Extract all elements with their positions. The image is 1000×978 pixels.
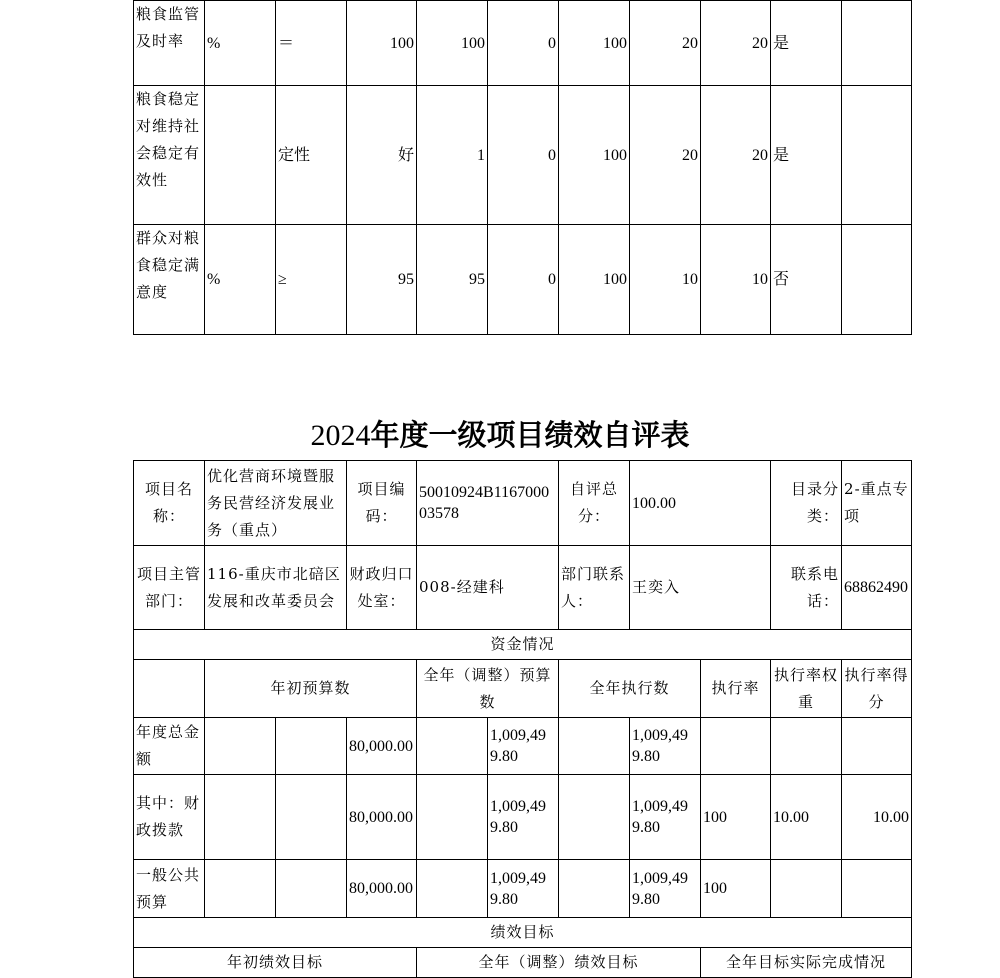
indicator-weight: 20 — [630, 86, 701, 225]
indicator-target: 95 — [347, 225, 417, 335]
category-label: 目录分类： — [771, 461, 842, 546]
indicator-remark — [842, 86, 912, 225]
funds-executed: 1,009,499.80 — [630, 860, 701, 918]
category-value: 2-重点专项 — [842, 461, 912, 546]
contact-label: 部门联系人： — [559, 546, 630, 630]
funds-header-blank — [134, 660, 205, 718]
perf-section-title: 绩效目标 — [134, 918, 912, 948]
indicator-flag: 否 — [771, 225, 842, 335]
blank-cell — [276, 860, 347, 918]
funds-row-label: 其中：财政拨款 — [134, 775, 205, 860]
funds-rate: 100 — [701, 775, 771, 860]
blank-cell — [417, 775, 488, 860]
blank-cell — [205, 860, 276, 918]
blank-cell — [205, 718, 276, 775]
funds-weight — [771, 718, 842, 775]
blank-cell — [205, 775, 276, 860]
funds-score: 10.00 — [842, 775, 912, 860]
perf-header-initial: 年初绩效目标 — [134, 948, 417, 978]
indicator-flag: 是 — [771, 1, 842, 86]
perf-header-adjusted: 全年（调整）绩效目标 — [417, 948, 701, 978]
project-code-label: 项目编码： — [347, 461, 417, 546]
funds-executed: 1,009,499.80 — [630, 775, 701, 860]
indicator-col6: 0 — [488, 86, 559, 225]
indicator-name: 粮食稳定对维持社会稳定有效性 — [134, 86, 205, 225]
perf-section-row — [134, 918, 912, 948]
blank-cell — [417, 860, 488, 918]
self-score-value: 100.00 — [630, 461, 771, 546]
title-text: 年度一级项目绩效自评表 — [370, 418, 690, 452]
project-code-value: 50010924B116700003578 — [417, 461, 559, 546]
contact-value: 王奕入 — [630, 546, 771, 630]
indicator-actual: 95 — [417, 225, 488, 335]
info-row — [134, 461, 912, 546]
info-row — [134, 546, 912, 630]
funds-header-row — [134, 660, 912, 718]
funds-adjusted: 1,009,499.80 — [488, 775, 559, 860]
funds-header-score: 执行率得分 — [842, 660, 912, 718]
funds-section-title: 资金情况 — [134, 630, 912, 660]
indicator-score: 20 — [701, 86, 771, 225]
indicator-target: 好 — [347, 86, 417, 225]
funds-row-label: 年度总金额 — [134, 718, 205, 775]
indicator-actual: 100 — [417, 1, 488, 86]
self-score-label: 自评总分： — [559, 461, 630, 546]
funds-score — [842, 860, 912, 918]
evaluation-table — [133, 460, 912, 978]
funds-section-row — [134, 630, 912, 660]
funds-score — [842, 718, 912, 775]
page-title — [0, 410, 1000, 461]
perf-header-row — [134, 948, 912, 978]
indicator-name: 粮食监管及时率 — [134, 1, 205, 86]
indicator-weight: 20 — [630, 1, 701, 86]
perf-header-actual: 全年目标实际完成情况 — [701, 948, 912, 978]
funds-header-adjusted: 全年（调整）预算数 — [417, 660, 559, 718]
blank-cell — [559, 860, 630, 918]
funds-initial: 80,000.00 — [347, 775, 417, 860]
indicator-actual: 1 — [417, 86, 488, 225]
funds-header-executed: 全年执行数 — [559, 660, 701, 718]
table-row — [134, 860, 912, 918]
indicator-remark — [842, 1, 912, 86]
phone-label: 联系电话： — [771, 546, 842, 630]
blank-cell — [276, 718, 347, 775]
dept-value: 116-重庆市北碚区发展和改革委员会 — [205, 546, 347, 630]
table-row — [134, 86, 912, 225]
funds-header-initial: 年初预算数 — [205, 660, 417, 718]
indicator-flag: 是 — [771, 86, 842, 225]
indicator-col6: 0 — [488, 225, 559, 335]
blank-cell — [417, 718, 488, 775]
project-name-label: 项目名称： — [134, 461, 205, 546]
table-row — [134, 225, 912, 335]
indicator-unit — [205, 86, 276, 225]
blank-cell — [276, 775, 347, 860]
blank-cell — [559, 775, 630, 860]
funds-adjusted: 1,009,499.80 — [488, 860, 559, 918]
indicator-col7: 100 — [559, 86, 630, 225]
funds-header-weight: 执行率权重 — [771, 660, 842, 718]
indicator-remark — [842, 225, 912, 335]
funds-weight — [771, 860, 842, 918]
indicator-target: 100 — [347, 1, 417, 86]
blank-cell — [559, 718, 630, 775]
title-year: 2024 — [310, 419, 371, 452]
funds-executed: 1,009,499.80 — [630, 718, 701, 775]
funds-rate: 100 — [701, 860, 771, 918]
table-row — [134, 1, 912, 86]
indicator-score: 20 — [701, 1, 771, 86]
table-row — [134, 718, 912, 775]
indicator-operator: 定性 — [276, 86, 347, 225]
indicator-weight: 10 — [630, 225, 701, 335]
funds-weight: 10.00 — [771, 775, 842, 860]
table-row — [134, 775, 912, 860]
indicator-unit: % — [205, 1, 276, 86]
indicator-table — [133, 0, 912, 335]
indicator-operator: ≥ — [276, 225, 347, 335]
indicator-col6: 0 — [488, 1, 559, 86]
phone-value: 68862490 — [842, 546, 912, 630]
office-value: 008-经建科 — [417, 546, 559, 630]
funds-header-rate: 执行率 — [701, 660, 771, 718]
indicator-col7: 100 — [559, 1, 630, 86]
indicator-col7: 100 — [559, 225, 630, 335]
funds-rate — [701, 718, 771, 775]
funds-row-label: 一般公共预算 — [134, 860, 205, 918]
indicator-unit: % — [205, 225, 276, 335]
indicator-score: 10 — [701, 225, 771, 335]
office-label: 财政归口处室： — [347, 546, 417, 630]
indicator-operator: ＝ — [276, 1, 347, 86]
indicator-name: 群众对粮食稳定满意度 — [134, 225, 205, 335]
project-name-value: 优化营商环境暨服务民营经济发展业务（重点） — [205, 461, 347, 546]
funds-initial: 80,000.00 — [347, 860, 417, 918]
funds-adjusted: 1,009,499.80 — [488, 718, 559, 775]
dept-label: 项目主管部门： — [134, 546, 205, 630]
funds-initial: 80,000.00 — [347, 718, 417, 775]
